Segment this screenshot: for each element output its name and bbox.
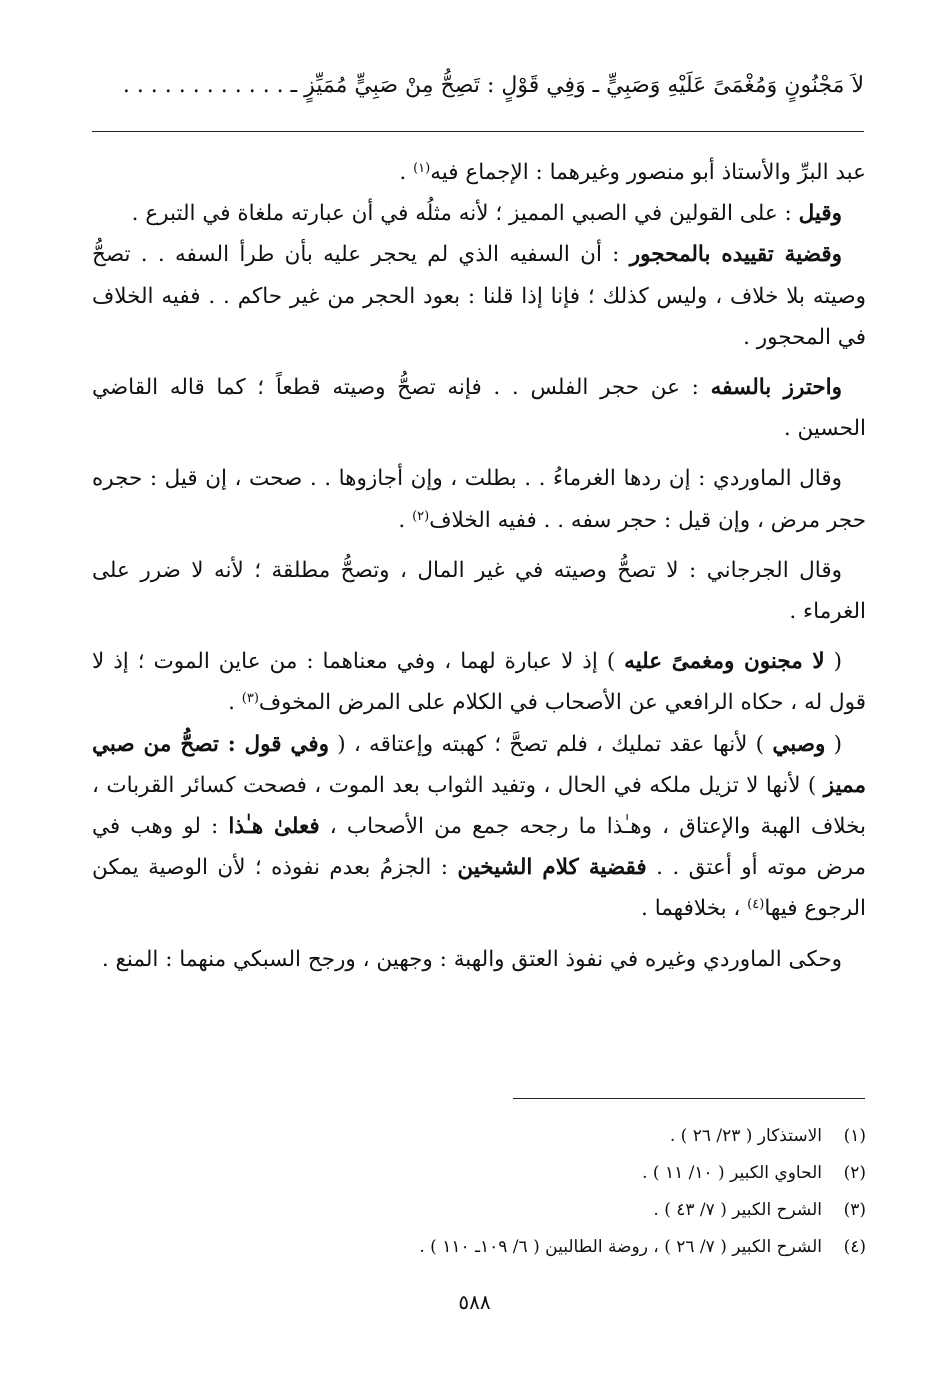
paragraph-tail: ، بخلافهما . <box>641 896 748 922</box>
bold-lead: فعلىٰ هـٰذا <box>228 814 320 840</box>
paragraph-tail: . <box>228 690 242 716</box>
bold-lead: وقضية تقييده بالمحجور <box>629 242 843 268</box>
footnote-text: الاستذكار ( ٢٣/ ٢٦ ) . <box>669 1126 822 1146</box>
paragraph-7 <box>92 641 866 723</box>
paragraph-text: : على القولين في الصبي المميز ؛ لأنه مثلُه في أن عبارته ملغاة في التبرع . <box>131 201 799 227</box>
footnote-number: (١) <box>843 1126 866 1146</box>
paragraph-text: وقال الماوردي : إن ردها الغرماءُ . . بطلت ، وإن أجازوها . . صحت ، إن قيل : حجره حجر مرض ، وإن قيل : حجر سفه . . ففيه الخلاف <box>92 466 866 533</box>
footnote-marker-2: (٢) <box>412 508 430 524</box>
footnote-marker-4: (٤) <box>747 897 765 913</box>
bold-lead: واحترز بالسفه <box>710 375 842 401</box>
paragraph-1 <box>92 152 866 193</box>
main-text <box>92 152 866 980</box>
footnote-number: (٣) <box>843 1200 866 1220</box>
footnote-text: الحاوي الكبير ( ١٠/ ١١ ) . <box>642 1163 822 1183</box>
paragraph-text: إذ لا عبارة لهما ، وفي معناهما : من عاين الموت ؛ إذ لا قول له ، حكاه الرافعي عن الأصحاب في الكلام على المرض المخوف <box>92 649 866 716</box>
footnote-1 <box>92 1118 866 1155</box>
footnote-marker-3: (٣) <box>241 691 259 707</box>
bold-lead: وفي قول : تصحُّ من صبي مميز <box>92 731 866 798</box>
footnote-text: الشرح الكبير ( ٧/ ٢٦ ) ، روضة الطالبين ( ٦/ ١٠٩ـ ١١٠ ) . <box>419 1237 822 1257</box>
footnotes <box>92 1118 866 1266</box>
paragraph-text: : عن حجر الفلس . . فإنه تصحُّ وصيته قطعاً ؛ كما قاله القاضي الحسين . <box>92 375 866 442</box>
bold-lead: وصبي <box>772 731 826 757</box>
bracket-open: ( <box>825 731 842 757</box>
footnote-4 <box>92 1229 866 1266</box>
footnote-divider <box>513 1098 865 1099</box>
paragraph-text: عبد البرِّ والأستاذ أبو منصور وغيرهما : الإجماع فيه <box>430 160 866 185</box>
footnote-2 <box>92 1155 866 1192</box>
paragraph-tail: . <box>398 507 413 533</box>
paragraph-text: ) لأنها لا تزيل ملكه في الحال ، وتفيد الثواب بعد الموت ، فصحت كسائر القربات ، بخلاف الهبة والإعتاق ، وهـٰذا ما رجحه جمع من الأصحاب ، <box>92 772 866 840</box>
paragraph-4 <box>92 367 866 449</box>
paragraph-6 <box>92 550 866 632</box>
footnote-number: (٤) <box>843 1237 866 1257</box>
bracket-open: ( <box>824 649 842 675</box>
paragraph-2 <box>92 193 866 234</box>
footnote-3 <box>92 1192 866 1229</box>
page-number: ٥٨٨ <box>458 1290 491 1314</box>
footnote-marker-1: (١) <box>413 161 431 176</box>
bold-lead: وقيل <box>798 201 842 227</box>
footnote-text: الشرح الكبير ( ٧/ ٤٣ ) . <box>653 1200 822 1220</box>
header-divider <box>92 131 864 132</box>
bold-lead: لا مجنون ومغمىً عليه <box>624 649 825 675</box>
paragraph-8 <box>92 724 866 930</box>
paragraph-text: : الجزمُ بعدم نفوذه ؛ لأن الوصية يمكن الرجوع فيها <box>92 855 866 922</box>
paragraph-5 <box>92 458 866 540</box>
footnote-number: (٢) <box>843 1163 866 1183</box>
paragraph-9 <box>92 939 866 980</box>
paragraph-text: وحكى الماوردي وغيره في نفوذ العتق والهبة : وجهين ، ورجح السبكي منهما : المنع . <box>101 946 842 972</box>
paragraph-text: ) لأنها عقد تمليك ، فلم تصحَّ ؛ كهبته وإعتاقه ، ( <box>329 731 773 757</box>
bracket-close: ) <box>606 649 625 675</box>
paragraph-tail: . <box>399 160 414 185</box>
bold-lead: فقضية كلام الشيخين <box>457 855 647 881</box>
running-header: لاَ مَجْنُونٍ وَمُغْمَىً عَلَيْهِ وَصَبِيٍّ ـ وَفِي قَوْلٍ : تَصِحُّ مِنْ صَبِيٍّ مُمَيِّزٍ ـ . . . . . . . . . . . . <box>122 73 864 98</box>
paragraph-text: : أن السفيه الذي لم يحجر عليه بأن طرأ السفه . . تصحُّ وصيته بلا خلاف ، وليس كذلك ؛ فإنا إذا قلنا : بعود الحجر من غير حاكم . . ففيه الخلاف في المحجور . <box>92 242 866 350</box>
paragraph-3 <box>92 234 866 358</box>
paragraph-text: : لو وهب في مرض موته أو أعتق . . <box>92 814 866 881</box>
paragraph-text: وقال الجرجاني : لا تصحُّ وصيته في غير المال ، وتصحُّ مطلقة ؛ لأنه لا ضرر على الغرماء . <box>92 557 866 625</box>
